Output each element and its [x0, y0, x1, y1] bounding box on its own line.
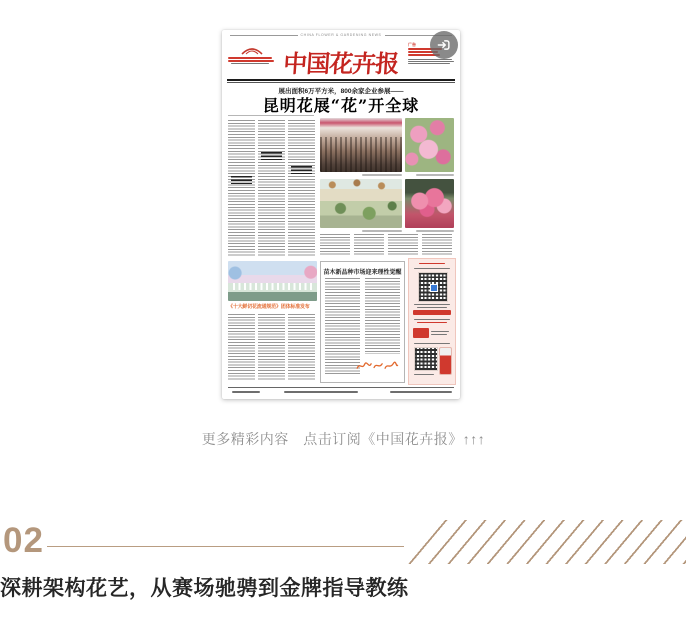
meta-date-line: [408, 63, 450, 64]
body-text-column: [422, 234, 452, 256]
body-text-column: [354, 234, 384, 256]
sidebar-header-line: [419, 263, 445, 264]
sidebar-text-line: [414, 343, 450, 344]
body-text-column: [388, 234, 418, 256]
body-text-column: [288, 314, 315, 380]
newspaper-english-title: CHINA FLOWER & GARDENING NEWS: [300, 33, 382, 37]
body-text-column: [258, 314, 285, 380]
footer-credit-text: [232, 391, 260, 393]
promo-red-label: [413, 328, 429, 338]
body-text-column: [228, 314, 255, 380]
column-subhead: [231, 176, 253, 184]
body-text-column: [365, 278, 400, 354]
subscription-sidebar: [408, 258, 456, 385]
newspaper-front-page-image[interactable]: [222, 30, 460, 399]
subscribe-caption: 更多精彩内容 点击订阅《中国花卉报》↑↑↑: [201, 431, 486, 447]
section-title: 深耕架构花艺，从赛场驰骋到金牌指导教练: [0, 577, 409, 600]
sidebar-text-line: [414, 304, 450, 305]
masthead-logo-block: [228, 44, 276, 64]
sidebar-text-line: [414, 319, 450, 320]
masthead-rule-light: [227, 82, 455, 83]
store-qr-code: [414, 347, 438, 371]
enter-fullscreen-arrow-icon: [435, 36, 453, 54]
photo-caption: [416, 174, 454, 176]
section-number: 02: [3, 521, 44, 560]
photo-pink-lilies: [405, 118, 454, 172]
photo-plant-market: [320, 179, 402, 228]
qr-center-logo: [430, 284, 438, 292]
photo-caption: [416, 230, 454, 232]
photo-potted-flowers: [405, 179, 454, 228]
newspaper-masthead-title: 中国花卉报: [282, 49, 400, 78]
column-subhead: [261, 152, 283, 160]
sidebar-text-line: [414, 268, 450, 269]
logo-caption-line: [228, 60, 274, 62]
page-footer-rule: [228, 387, 454, 388]
lead-byline: [228, 115, 314, 118]
newspaper-topline: [230, 33, 452, 37]
wechat-qr-code: [418, 272, 448, 302]
lead-headline: 昆明花展“花”开全球: [262, 96, 420, 115]
photo-exhibition-crowd: [320, 118, 402, 172]
sidebar-text-line: [431, 331, 449, 332]
sidebar-text-line: [414, 374, 434, 375]
topline-rule-left: [230, 35, 298, 36]
red-awning-logo-icon: [240, 44, 264, 56]
lead-kicker: 展出面积6万平方米，800余家企业参展——: [278, 88, 404, 95]
sidebar-red-text-line: [417, 322, 447, 323]
meta-date-line: [408, 61, 454, 62]
diagonal-stripes-decoration: [406, 520, 686, 564]
center-article-box: [320, 261, 405, 383]
ad-label: 广告: [408, 42, 416, 47]
photo-caption: [362, 174, 402, 176]
center-article-title: 苗木新品种市场迎来理性觉醒: [323, 269, 402, 276]
body-text-column: [258, 120, 285, 256]
expand-image-button[interactable]: [430, 31, 458, 59]
body-text-column: [228, 120, 255, 256]
left-article-title: 《十大鲜切花流通规范》团体标准发布: [228, 304, 310, 310]
photo-standard-launch-stage: [228, 261, 317, 301]
masthead-rule-heavy: [227, 79, 455, 81]
photo-caption: [362, 230, 402, 232]
sidebar-text-line: [417, 307, 447, 308]
footer-credit-text: [390, 391, 452, 393]
column-subhead: [291, 166, 313, 174]
sidebar-red-banner: [413, 310, 451, 315]
calligraphy-signature-icon: [355, 358, 399, 374]
footer-credit-text: [284, 391, 358, 393]
body-text-column: [320, 234, 350, 256]
body-text-column: [288, 120, 315, 256]
logo-caption-line: [228, 57, 272, 59]
sidebar-text-line: [431, 334, 447, 335]
section-divider-line: [47, 546, 404, 547]
logo-caption-line: [231, 63, 269, 64]
product-bottle-image: [439, 347, 452, 375]
